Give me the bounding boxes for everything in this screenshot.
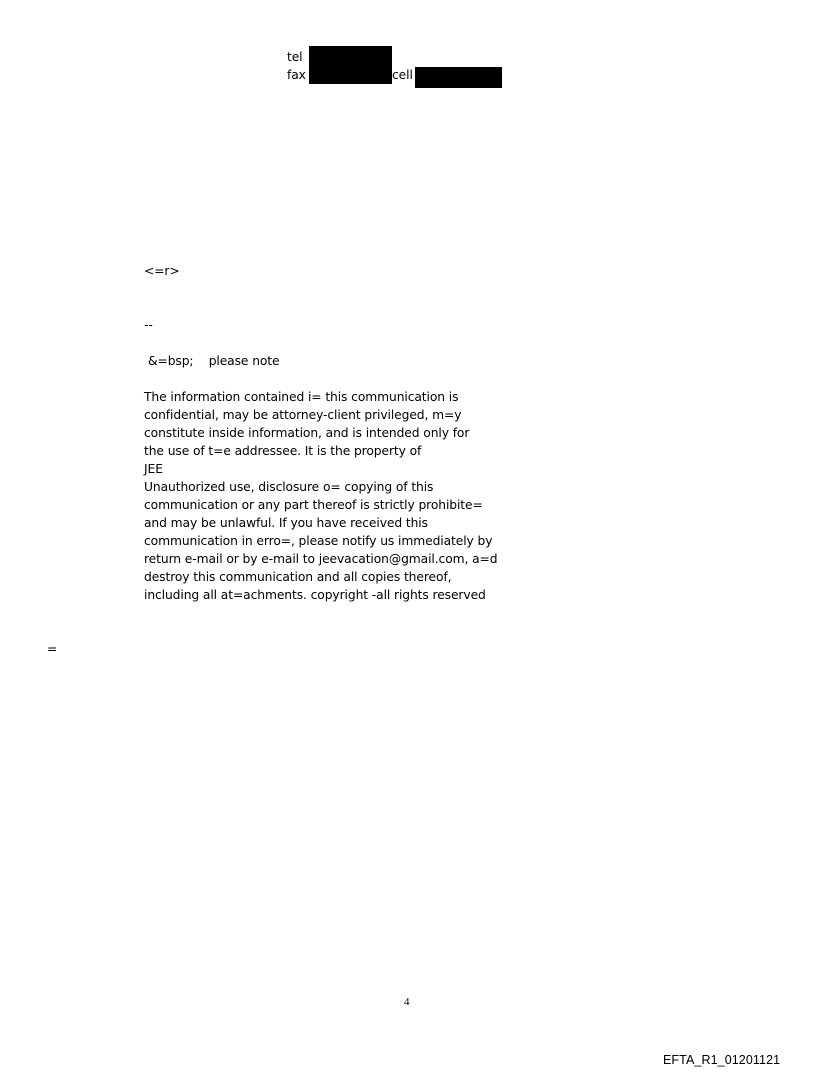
document-id: EFTA_R1_01201121 <box>663 1053 781 1067</box>
line-r-tag: <=r> <box>144 264 180 278</box>
disclaimer-line: JEE <box>144 462 163 476</box>
page-number: 4 <box>404 996 410 1008</box>
disclaimer-line: constitute inside information, and is intended only for <box>144 426 470 440</box>
trailing-equals: = <box>47 642 58 656</box>
disclaimer-line: confidential, may be attorney-client privileged, m=y <box>144 408 462 422</box>
fax-label: fax <box>287 68 306 82</box>
disclaimer-line: communication or any part thereof is strictly prohibite= <box>144 498 483 512</box>
disclaimer-line: the use of t=e addressee. It is the property of <box>144 444 422 458</box>
fax-redaction <box>309 67 392 84</box>
disclaimer-line: communication in erro=, please notify us immediately by <box>144 534 493 548</box>
signature-separator: -- <box>144 318 153 332</box>
confidentiality-disclaimer <box>144 388 497 604</box>
disclaimer-line: return e-mail or by e-mail to jeevacation@gmail.com, a=d <box>144 552 498 566</box>
disclaimer-line: Unauthorized use, disclosure o= copying of this <box>144 480 434 494</box>
tel-redaction <box>309 46 392 67</box>
disclaimer-line: and may be unlawful. If you have received this <box>144 516 428 530</box>
disclaimer-line: The information contained i= this communication is <box>144 390 459 404</box>
disclaimer-line: including all at=achments. copyright -all rights reserved <box>144 588 486 602</box>
tel-label: tel <box>287 50 303 64</box>
cell-label: cell <box>392 68 413 82</box>
disclaimer-line: destroy this communication and all copies thereof, <box>144 570 452 584</box>
please-note-line: &=bsp; please note <box>148 354 280 368</box>
cell-redaction <box>415 67 502 88</box>
